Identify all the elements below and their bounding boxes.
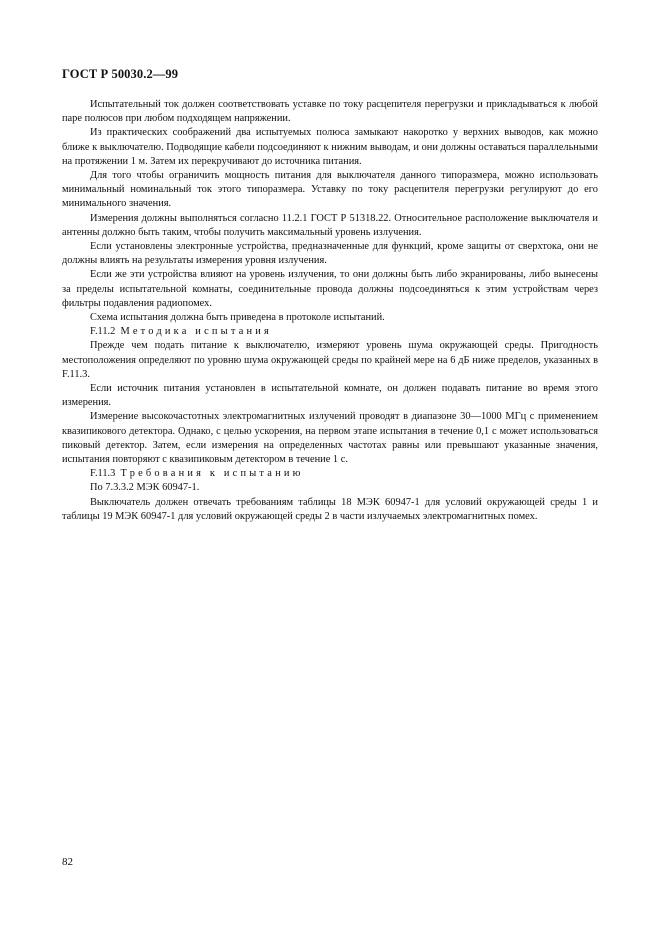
paragraph-shielding: Если же эти устройства влияют на уровень излучения, то они должны быть либо экранированы, либо вынесены за пределы испытательной комнаты, соединительные провода должны подсоединяться к этим устройствам через фильтры подавления радиопомех. xyxy=(62,269,598,309)
paragraph-reference: По 7.3.3.2 МЭК 60947-1. xyxy=(90,482,200,494)
paragraph-test-scheme: Схема испытания должна быть приведена в протоколе испытаний. xyxy=(90,312,385,324)
section-heading-test-method xyxy=(62,325,598,339)
section-title: Требования к испытанию xyxy=(120,468,304,480)
section-number: F.11.2 xyxy=(90,326,116,338)
paragraph-power-source: Если источник питания установлен в испытательной комнате, он должен подавать питание во время этого измерения. xyxy=(62,383,598,409)
section-title: Методика испытания xyxy=(120,326,273,338)
paragraph-ambient-noise: Прежде чем подать питание к выключателю, измеряют уровень шума окружающей среды. Пригодность местоположения определяют по уровню шума окружающей среды по крайней мере на 6 дБ ниже пределов, указанных в F.11.3. xyxy=(62,340,598,380)
page-number: 82 xyxy=(62,856,73,868)
paragraph-measurement-standard: Измерения должны выполняться согласно 11.2.1 ГОСТ Р 51318.22. Относительное расположение выключателя и антенны должно быть таким, чтобы получить максимальный уровень излучения. xyxy=(62,212,598,238)
paragraph-hf-emissions: Измерение высокочастотных электромагнитных излучений проводят в диапазоне 30—1000 МГц с применением квазипикового детектора. Однако, с целью ускорения, на первом этапе испытания в течение 0,1 с может использоваться пиковый детектор. Затем, если измерения на определенных частотах равны или превышают указанные значения, испытания повторяют с квазипиковым детектором в течение 1 с. xyxy=(62,411,598,466)
paragraph-test-current: Испытательный ток должен соответствовать уставке по току расцепителя перегрузки и прикладываться к любой паре полюсов при любом подходящем напряжении. xyxy=(62,99,598,125)
document-body xyxy=(62,98,598,524)
section-heading-test-requirements xyxy=(62,467,598,481)
section-number: F.11.3 xyxy=(90,468,116,480)
document-code-header: ГОСТ Р 50030.2—99 xyxy=(62,67,179,81)
paragraph-electronic-devices: Если установлены электронные устройства, предназначенные для функций, кроме защиты от сверхтока, они не должны влиять на результаты измерения уровня излучения. xyxy=(62,241,598,267)
paragraph-practical-considerations: Из практических соображений два испытуемых полюса замыкают накоротко у верхних выводов, как можно ближе к выключателю. Подводящие кабели подсоединяют к нижним выводам, и они должны оставаться параллельными на протяжении 1 м. Затем их перекручивают до источника питания. xyxy=(62,127,598,167)
paragraph-requirements: Выключатель должен отвечать требованиям таблицы 18 МЭК 60947-1 для условий окружающей среды 1 и таблицы 19 МЭК 60947-1 для условий окружающей среды 2 в части излучаемых электромагнитных помех. xyxy=(62,496,598,522)
paragraph-power-limitation: Для того чтобы ограничить мощность питания для выключателя данного типоразмера, можно использовать минимальный номинальный ток этого типоразмера. Уставку по току расцепителя перегрузки регулируют до его минимального значения. xyxy=(62,170,598,210)
